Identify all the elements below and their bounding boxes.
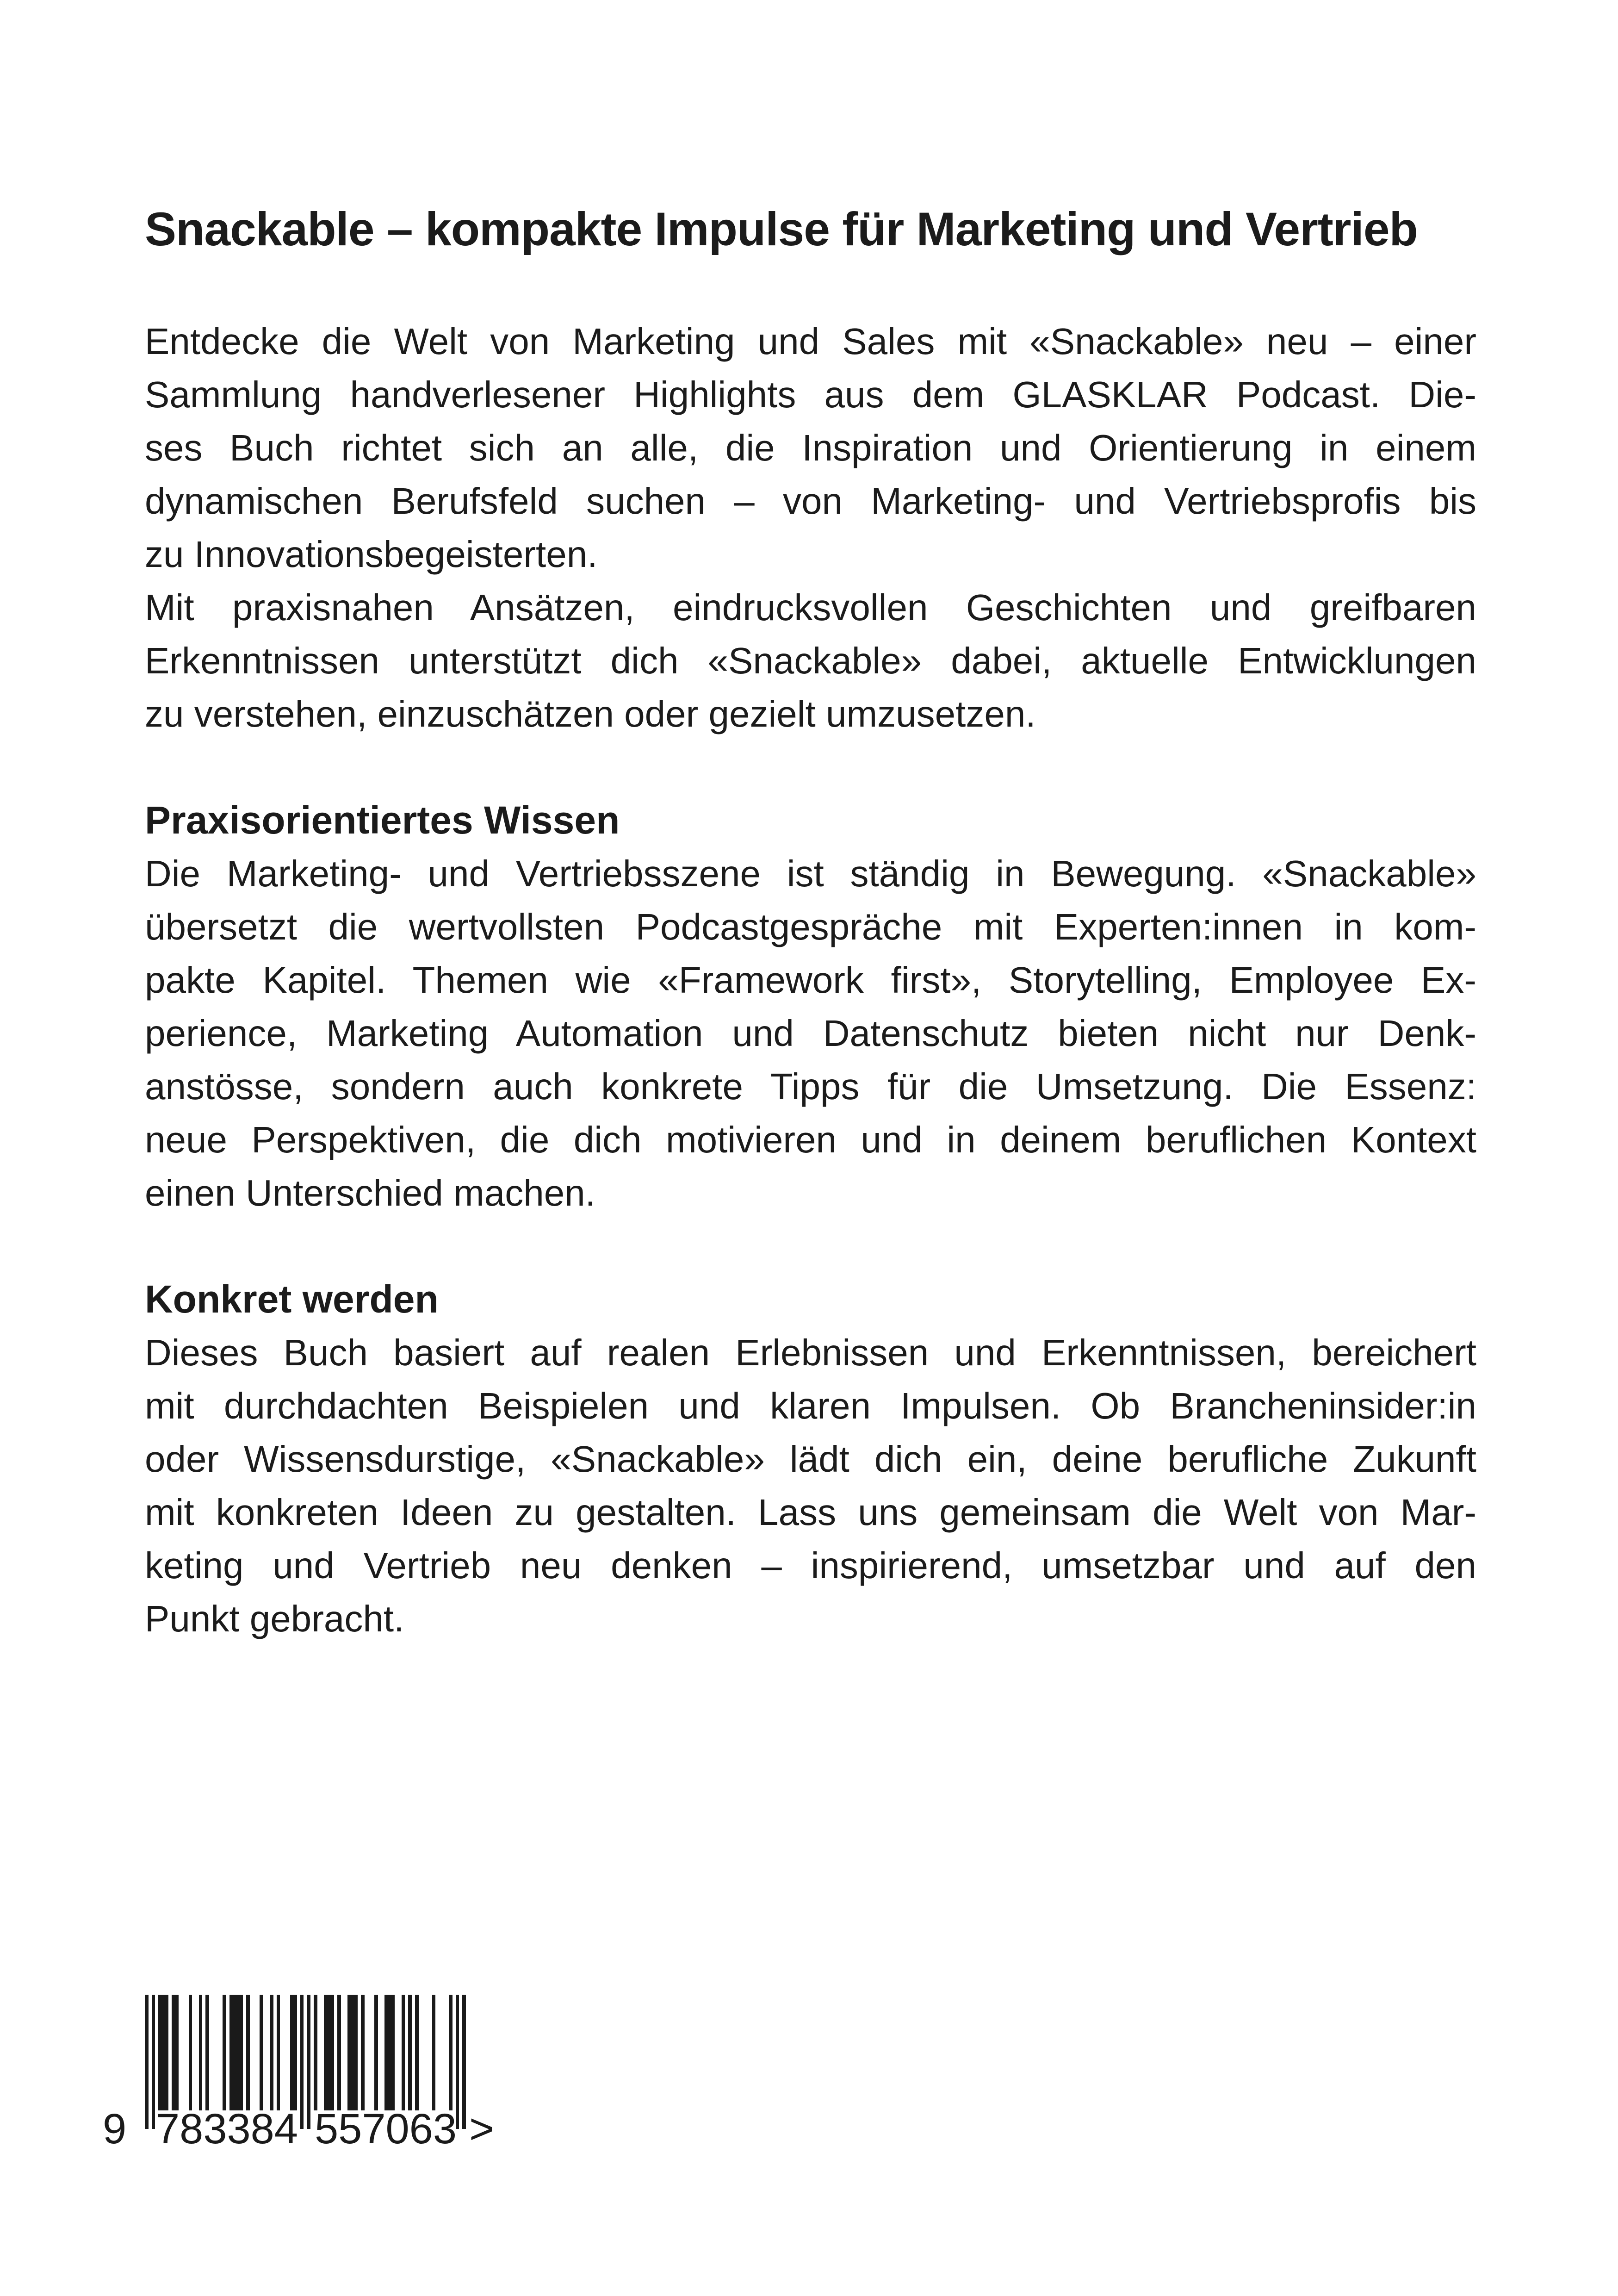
text-line: ses Buch richtet sich an alle, die Inspiration und Orientierung in einem [145, 427, 1476, 468]
description-text [145, 315, 1476, 1645]
barcode-digit-group-1: 783384 [156, 2105, 298, 2153]
barcode-bar [165, 1995, 169, 2110]
text-line: mit durchdachten Beispielen und klaren Impulsen. Ob Brancheninsider:in [145, 1385, 1476, 1426]
isbn-barcode [103, 1995, 519, 2180]
barcode-digit-group-2: 557063 [315, 2105, 457, 2153]
text-line: Erkenntnissen unterstützt dich «Snackable» dabei, aktuelle Entwicklungen [145, 640, 1476, 681]
text-line: dynamischen Berufsfeld suchen – von Marketing- und Vertriebsprofis bis [145, 480, 1476, 522]
barcode-bar [246, 1995, 250, 2110]
text-line: zu Innovationsbegeisterten. [145, 534, 598, 575]
section-heading: Praxisorientiertes Wissen [145, 798, 620, 842]
book-title: Snackable – kompakte Impulse für Marketing und Vertrieb [145, 203, 1418, 255]
barcode-bar [270, 1995, 273, 2110]
barcode-number [103, 2105, 519, 2154]
text-line: Sammlung handverlesener Highlights aus dem GLASKLAR Podcast. Die- [145, 374, 1476, 415]
barcode-bar [337, 1995, 341, 2110]
barcode-bar [260, 1995, 263, 2110]
text-line: einen Unterschied machen. [145, 1172, 595, 1213]
description-block [145, 197, 1476, 1645]
barcode-bar [175, 1995, 179, 2110]
barcode-bar [199, 1995, 203, 2110]
barcode-bar [205, 1995, 209, 2110]
barcode-bar [277, 1995, 280, 2110]
barcode-bar [391, 1995, 395, 2110]
section-heading: Konkret werden [145, 1277, 439, 1321]
text-line: anstösse, sondern auch konkrete Tipps für die Umsetzung. Die Essenz: [145, 1066, 1476, 1107]
text-line: Mit praxisnahen Ansätzen, eindrucksvollen Geschichten und greifbaren [145, 587, 1476, 628]
text-line: pakte Kapitel. Themen wie «Framework first», Storytelling, Employee Ex- [145, 959, 1476, 1001]
text-line: oder Wissensdurstige, «Snackable» lädt dich ein, deine berufliche Zukunft [145, 1438, 1476, 1480]
barcode-bar [449, 1995, 453, 2110]
barcode-trailer-mark: > [469, 2105, 494, 2153]
barcode-bar [293, 1995, 297, 2110]
text-line: zu verstehen, einzuschätzen oder gezielt umzusetzen. [145, 693, 1036, 734]
text-line: keting und Vertrieb neu denken – inspirierend, umsetzbar und auf den [145, 1545, 1476, 1586]
barcode-bar [354, 1995, 358, 2110]
barcode-bar [402, 1995, 405, 2110]
barcode-bar [361, 1995, 365, 2110]
barcode-bar [432, 1995, 436, 2110]
text-line: Die Marketing- und Vertriebsszene ist ständig in Bewegung. «Snackable» [145, 853, 1476, 894]
text-line: neue Perspektiven, die dich motivieren und in deinem beruflichen Kontext [145, 1119, 1476, 1160]
barcode-bar [374, 1995, 378, 2110]
barcode-lead-digit: 9 [103, 2105, 127, 2153]
barcode-bar [314, 1995, 317, 2110]
barcode-bar [331, 1995, 335, 2110]
barcode-bar [408, 1995, 412, 2110]
barcode-bar [189, 1995, 192, 2110]
text-line: Punkt gebracht. [145, 1598, 404, 1639]
text-line: perience, Marketing Automation und Datenschutz bieten nicht nur Denk- [145, 1013, 1476, 1054]
barcode-bar [223, 1995, 226, 2110]
barcode-bar [415, 1995, 419, 2110]
text-line: Entdecke die Welt von Marketing und Sales mit «Snackable» neu – einer [145, 321, 1476, 362]
text-line: übersetzt die wertvollsten Podcastgespräche mit Experten:innen in kom- [145, 906, 1476, 947]
text-line: Dieses Buch basiert auf realen Erlebnissen und Erkenntnissen, bereichert [145, 1332, 1476, 1373]
text-line: mit konkreten Ideen zu gestalten. Lass uns gemeinsam die Welt von Mar- [145, 1492, 1476, 1533]
barcode-bar [239, 1995, 243, 2110]
